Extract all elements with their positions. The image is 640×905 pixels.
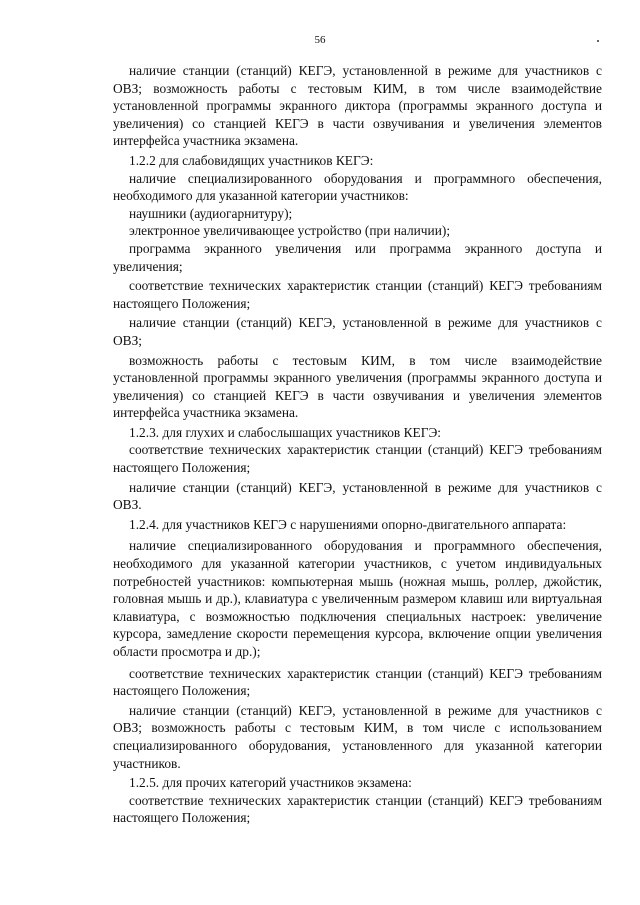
heading-1-2-5: 1.2.5. для прочих категорий участников экзамена: [129,775,412,791]
paragraph-station-ovz-blind: наличие станции (станций) КЕГЭ, установленной в режиме для участников с ОВЗ; возможность работы с тестовым КИМ, в том числе взаимодействие установленной программы экранного диктора (программы экранного доступа и увеличения) со станцией КЕГЭ в части озвучивания и увеличения элементов интерфейса участника экзамена. [113,63,602,149]
list-item-screen-magnification: программа экранного увеличения или программа экранного доступа и увеличения; [113,240,602,274]
paragraph-tech-compliance-3: соответствие технических характеристик станции (станций) КЕГЭ требованиям настоящего Положения; [113,665,602,699]
list-item-headphones: наушники (аудиогарнитуру); [129,205,293,221]
paragraph-special-equipment: наличие специализированного оборудования и программного обеспечения, необходимого для указанной категории участников: [113,170,602,204]
paragraph-tech-compliance-4: соответствие технических характеристик станции (станций) КЕГЭ требованиям настоящего Положения; [113,792,602,826]
scan-speck [597,40,599,42]
paragraph-station-ovz-1: наличие станции (станций) КЕГЭ, установленной в режиме для участников с ОВЗ; [113,315,602,348]
list-item-magnifier: электронное увеличивающее устройство (при наличии); [129,223,451,239]
document-body [113,62,602,829]
paragraph-kim-work-low-vision: возможность работы с тестовым КИМ, в том числе взаимодействие установленной программы экранного увеличения (программы экранного доступа и увеличения) со станцией КЕГЭ в части озвучивания и увеличения элементов интерфейса участника экзамена. [113,352,602,421]
paragraph-station-ovz-2: наличие станции (станций) КЕГЭ, установленной в режиме для участников с ОВЗ. [113,479,602,513]
page-number: 56 [314,34,326,46]
paragraph-station-ovz-3: наличие станции (станций) КЕГЭ, установленной в режиме для участников с ОВЗ; возможность работы с тестовым КИМ, в том числе с использованием специализированного оборудования, установленного для указанной категории участников. [113,702,602,771]
paragraph-tech-compliance-1: соответствие технических характеристик станции (станций) КЕГЭ требованиям настоящего Положения; [113,278,602,311]
paragraph-special-equipment-motor: наличие специализированного оборудования и программного обеспечения, необходимого для указанной категории участников, с учетом индивидуальных потребностей участников: компьютерная мышь (ножная мышь, роллер, джойстик, головная мышь и др.), клавиатура с увеличенным размером клавиш или виртуальная клавиатура, с возможностью подключения специальных настроек: увеличение курсора, замедление скорости перемещения курсора, включение опции увеличения области просмотра и др.); [113,538,602,659]
heading-1-2-3: 1.2.3. для глухих и слабослышащих участников КЕГЭ: [129,424,441,440]
paragraph-tech-compliance-2: соответствие технических характеристик станции (станций) КЕГЭ требованиям настоящего Положения; [113,442,602,476]
heading-1-2-4: 1.2.4. для участников КЕГЭ с нарушениями опорно-двигательного аппарата: [129,516,567,532]
heading-1-2-2: 1.2.2 для слабовидящих участников КЕГЭ: [129,152,374,168]
